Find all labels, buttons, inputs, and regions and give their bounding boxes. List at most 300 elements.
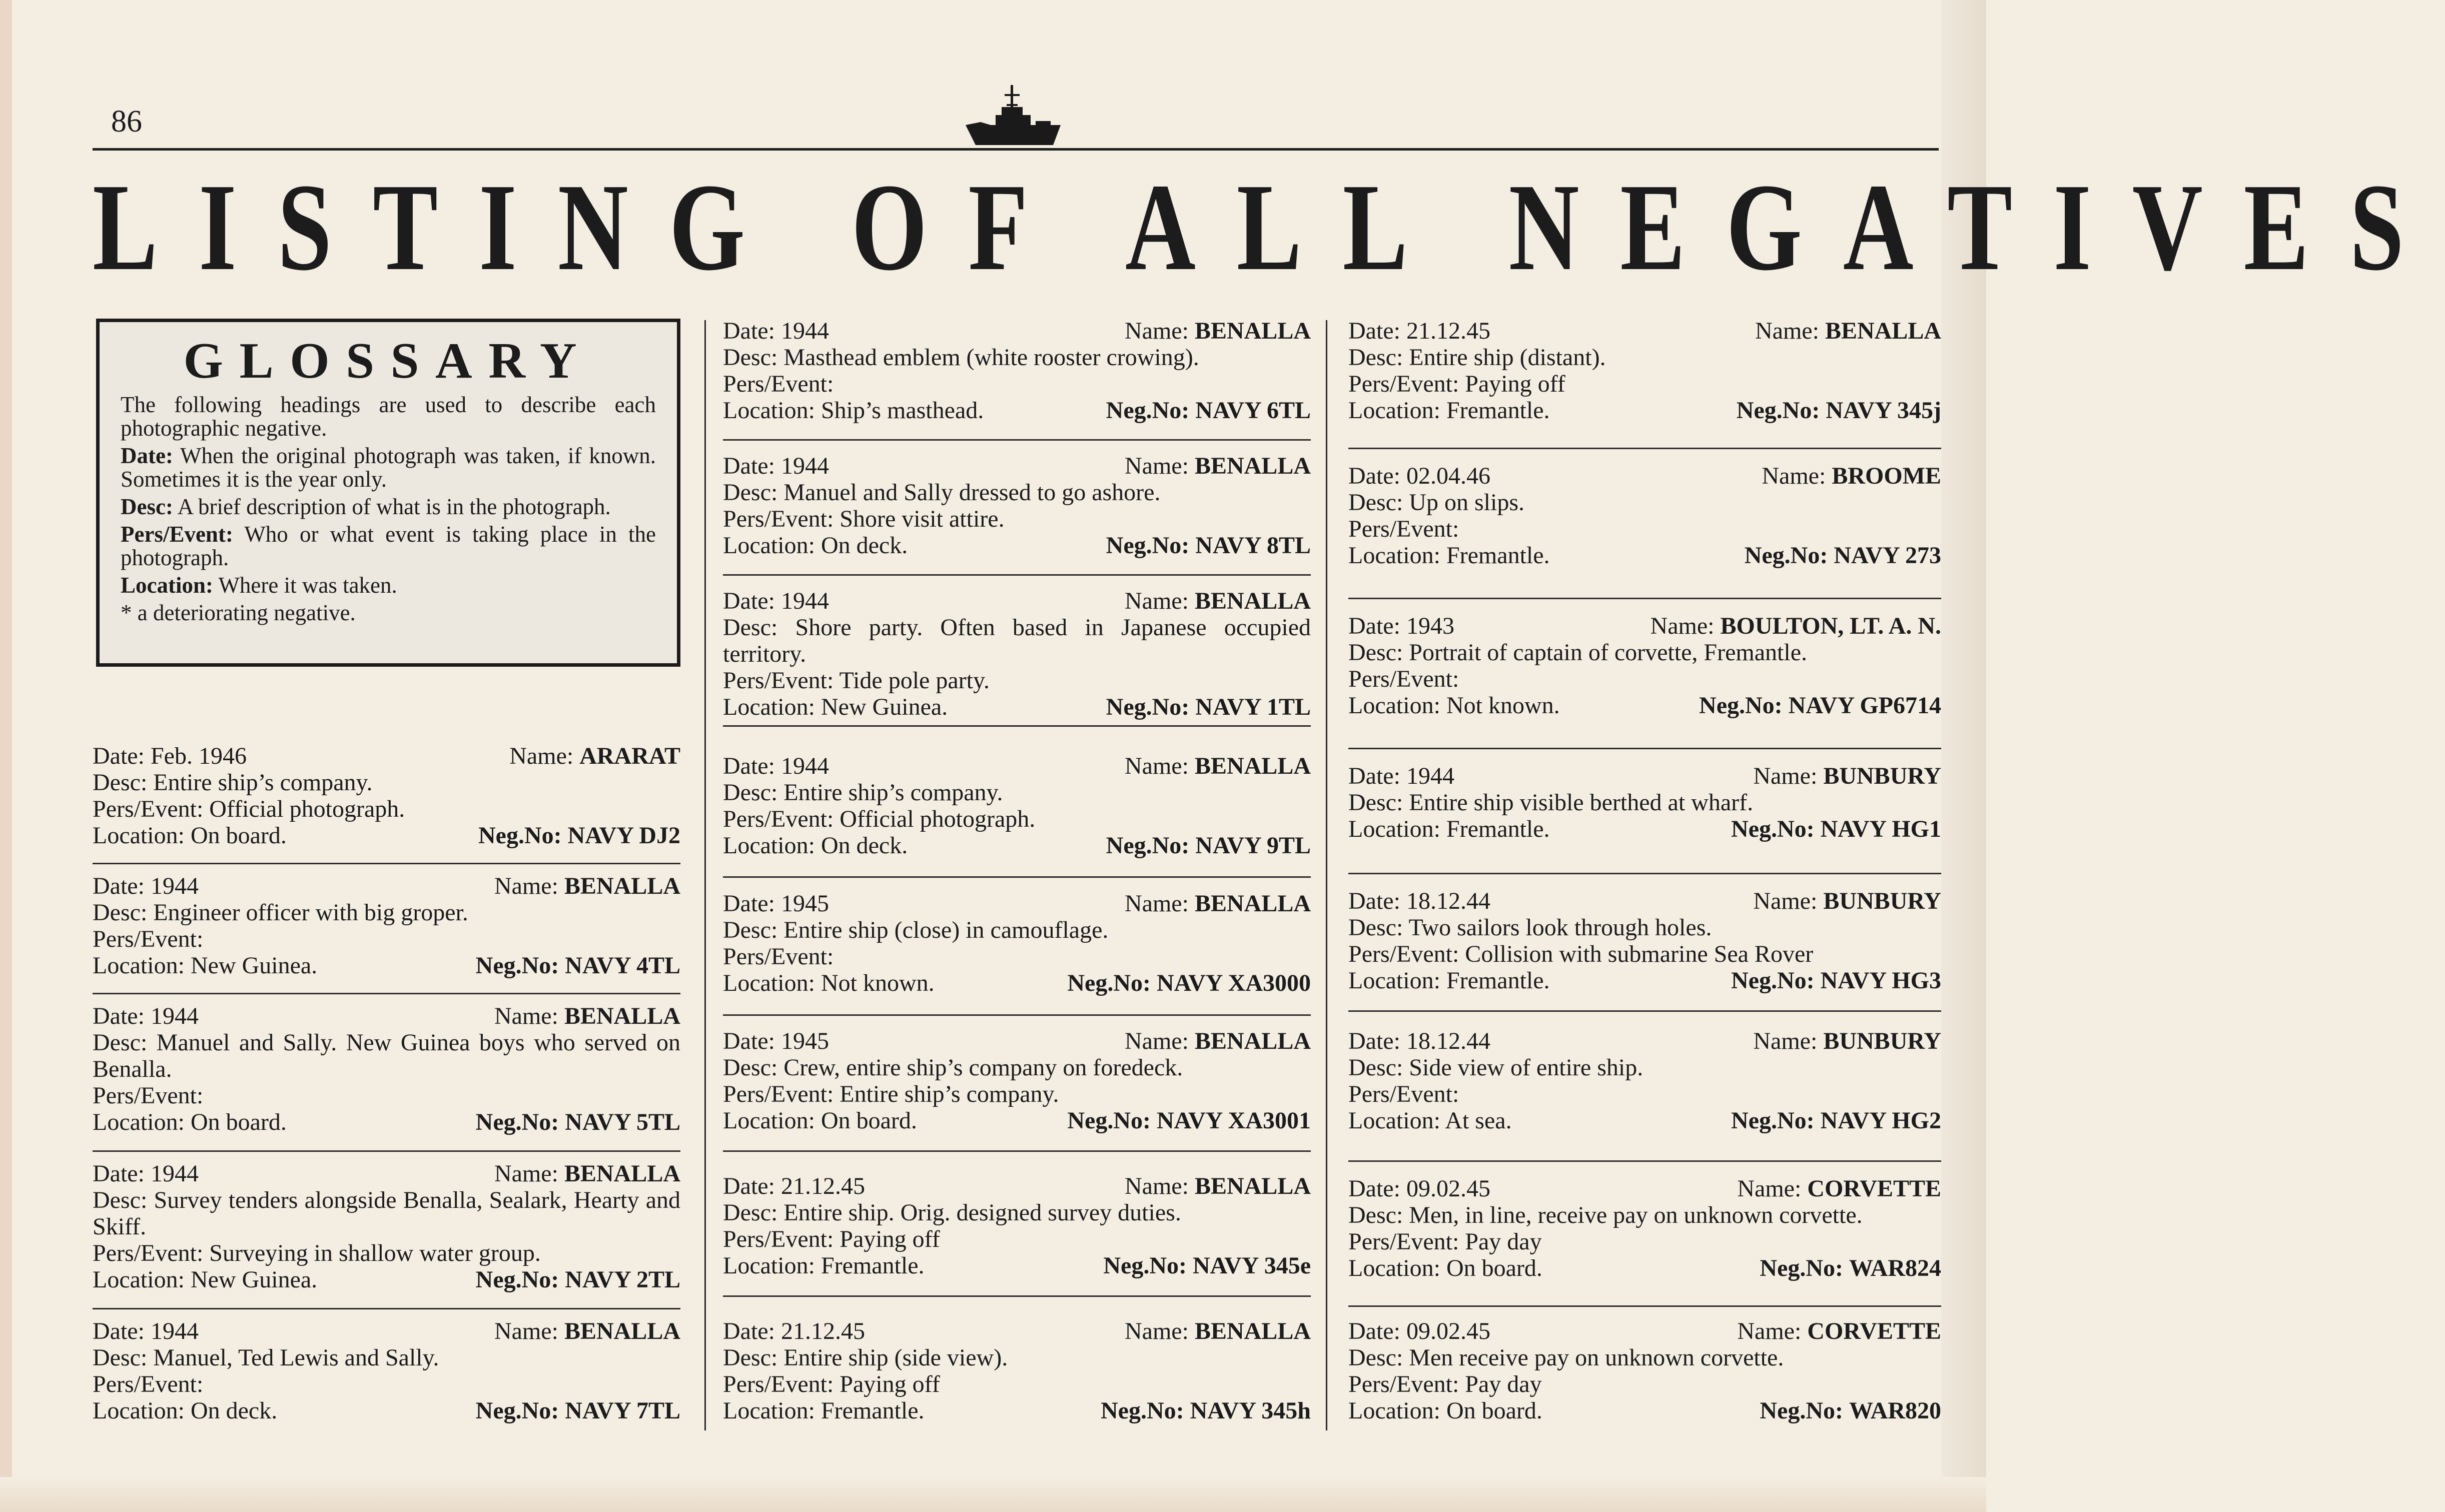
entry-date-row <box>1348 763 1941 789</box>
entry-date-value: 09.02.45 <box>1406 1318 1490 1344</box>
entry-neg <box>1067 1107 1311 1134</box>
entry-desc-value: Manuel, Ted Lewis and Sally. <box>153 1344 439 1371</box>
entry-desc <box>93 1344 680 1371</box>
entry-desc <box>1348 489 1941 516</box>
negative-entry <box>723 753 1311 859</box>
entry-pers-label: Pers/Event: <box>723 1081 834 1107</box>
entry-desc-value: Engineer officer with big groper. <box>153 899 468 926</box>
entry-desc-label: Desc: <box>723 1199 778 1226</box>
entry-desc <box>723 614 1311 667</box>
entry-separator <box>723 1014 1311 1016</box>
entry-location-value: On deck. <box>190 1397 278 1424</box>
entry-date-label: Date: <box>1348 1028 1400 1054</box>
entry-neg-label: Neg.No: <box>1731 1107 1815 1134</box>
glossary-term <box>121 523 656 570</box>
entry-location-value: Fremantle. <box>1446 816 1550 842</box>
entry-desc-value: Entire ship (side view). <box>783 1344 1008 1371</box>
entry-location-label: Location: <box>1348 542 1440 569</box>
entry-date-row <box>723 753 1311 779</box>
entry-name <box>1737 1175 1941 1202</box>
entry-date-label: Date: <box>1348 318 1400 344</box>
entry-date <box>93 1160 199 1187</box>
entry-separator <box>1348 1010 1941 1012</box>
entry-location-row <box>1348 816 1941 842</box>
entry-name <box>494 873 680 899</box>
entry-location-row <box>93 952 680 979</box>
entry-name <box>1125 318 1311 344</box>
entry-date-row <box>1348 1028 1941 1054</box>
entry-pers <box>723 943 1311 970</box>
entry-pers-value: Tide pole party. <box>839 667 990 694</box>
entry-date <box>93 1003 199 1029</box>
entry-pers-label: Pers/Event: <box>1348 666 1459 692</box>
entry-pers-label: Pers/Event: <box>723 806 834 832</box>
entry-location <box>1348 1397 1542 1424</box>
entry-date-label: Date: <box>723 1028 775 1054</box>
entry-desc-value: Entire ship (close) in camouflage. <box>783 917 1109 943</box>
entry-neg <box>1731 1107 1941 1134</box>
entry-location-value: Fremantle. <box>821 1252 925 1279</box>
entry-location <box>1348 1255 1542 1281</box>
entry-pers <box>93 796 680 822</box>
entry-date-row <box>1348 463 1941 489</box>
entry-neg-value: NAVY XA3001 <box>1156 1107 1311 1134</box>
entry-location <box>93 1109 287 1135</box>
entry-name-label: Name: <box>1737 1175 1802 1202</box>
entry-date-row <box>1348 613 1941 639</box>
entry-location-value: Ship’s masthead. <box>821 397 984 424</box>
glossary-term <box>121 495 656 519</box>
entry-neg-label: Neg.No: <box>475 1266 559 1293</box>
entry-name-value: BENALLA <box>1194 1028 1311 1054</box>
entry-location-label: Location: <box>1348 692 1440 719</box>
entry-desc-value: Masthead emblem (white rooster crowing). <box>783 344 1199 371</box>
entry-location-row <box>1348 967 1941 994</box>
entry-desc-label: Desc: <box>1348 344 1403 371</box>
negative-entry <box>93 1318 680 1424</box>
negative-entry <box>723 318 1311 424</box>
entry-name-label: Name: <box>1124 1318 1189 1344</box>
entry-name-label: Name: <box>1124 318 1189 344</box>
entry-date-label: Date: <box>1348 463 1400 489</box>
entry-location-value: On board. <box>1446 1397 1542 1424</box>
entry-desc <box>723 1199 1311 1226</box>
entry-location <box>1348 542 1550 569</box>
negative-entry <box>93 873 680 979</box>
entry-neg-value: WAR820 <box>1849 1397 1941 1424</box>
entry-pers-label: Pers/Event: <box>723 1371 834 1397</box>
entry-neg <box>1699 692 1941 719</box>
entry-date <box>93 743 247 769</box>
entry-date-row <box>723 318 1311 344</box>
entry-location <box>723 970 935 996</box>
entry-location <box>93 952 317 979</box>
entry-location <box>1348 1107 1512 1134</box>
entry-date <box>1348 318 1490 344</box>
entry-desc-label: Desc: <box>723 479 778 506</box>
entry-location <box>723 694 948 720</box>
entry-name-value: BENALLA <box>564 1318 680 1344</box>
entry-separator <box>1348 748 1941 749</box>
entry-name <box>1125 1173 1311 1199</box>
entry-desc-label: Desc: <box>723 779 778 806</box>
entry-date-value: Feb. 1946 <box>150 743 247 769</box>
entry-date <box>723 318 829 344</box>
entry-pers <box>93 926 680 952</box>
entry-date-value: 1944 <box>780 753 829 779</box>
entry-date <box>723 453 829 479</box>
entry-location-label: Location: <box>723 970 815 996</box>
entry-desc-label: Desc: <box>93 899 148 926</box>
negative-entry <box>1348 318 1941 424</box>
entry-desc-label: Desc: <box>1348 1202 1403 1228</box>
entry-neg <box>478 822 680 849</box>
entry-name-label: Name: <box>1753 1028 1818 1054</box>
entry-date <box>1348 1028 1490 1054</box>
entry-pers-label: Pers/Event: <box>1348 1081 1459 1107</box>
entry-name-value: BENALLA <box>1194 1173 1311 1199</box>
entry-desc <box>723 1344 1311 1371</box>
entry-date <box>1348 613 1454 639</box>
entry-location-row <box>93 1397 680 1424</box>
entry-date-label: Date: <box>1348 888 1400 914</box>
glossary-term-label: Date: <box>121 443 173 468</box>
glossary-term-label: Pers/Event: <box>121 522 233 547</box>
entry-name-value: CORVETTE <box>1807 1175 1941 1202</box>
entry-desc-label: Desc: <box>1348 914 1403 941</box>
entry-date <box>723 1318 865 1344</box>
entry-location-row <box>1348 397 1941 424</box>
entry-date-row <box>93 873 680 899</box>
entry-location-value: Not known. <box>821 970 935 996</box>
entry-neg <box>476 1266 680 1293</box>
entry-location-value: On deck. <box>821 832 908 859</box>
entry-desc-label: Desc: <box>723 344 778 371</box>
entry-name <box>1753 763 1941 789</box>
entry-location-value: Fremantle. <box>821 1397 925 1424</box>
entry-name-label: Name: <box>1753 888 1818 914</box>
entry-desc <box>1348 1202 1941 1228</box>
entry-desc <box>1348 1344 1941 1371</box>
entry-date-label: Date: <box>93 1318 145 1344</box>
entry-date-label: Date: <box>723 318 775 344</box>
entry-name <box>1125 890 1311 917</box>
entry-location-label: Location: <box>1348 1107 1440 1134</box>
entry-pers <box>723 506 1311 532</box>
entry-name-label: Name: <box>1124 1173 1189 1199</box>
entry-pers <box>1348 1228 1941 1255</box>
entry-separator <box>723 1295 1311 1297</box>
entry-location-label: Location: <box>93 822 185 849</box>
entry-pers <box>1348 516 1941 542</box>
entry-date-label: Date: <box>723 453 775 479</box>
entry-neg-label: Neg.No: <box>475 952 559 979</box>
entry-pers-label: Pers/Event: <box>1348 371 1459 397</box>
entry-date-label: Date: <box>93 1160 145 1187</box>
entry-name-value: BENALLA <box>1194 318 1311 344</box>
entry-separator <box>1348 1160 1941 1162</box>
entry-neg-value: NAVY 345e <box>1193 1252 1311 1279</box>
entry-location-row <box>723 832 1311 859</box>
entry-neg-label: Neg.No: <box>478 822 562 849</box>
entry-pers <box>93 1082 680 1109</box>
entry-name-label: Name: <box>1124 890 1189 917</box>
entry-desc <box>723 1054 1311 1081</box>
entry-date <box>723 890 829 917</box>
entry-location-label: Location: <box>93 1109 185 1135</box>
entry-desc-value: Men, in line, receive pay on unknown corvette. <box>1409 1202 1863 1228</box>
entry-location-label: Location: <box>1348 1397 1440 1424</box>
entry-name <box>1125 1028 1311 1054</box>
negative-entry <box>93 1160 680 1293</box>
entry-name-value: BUNBURY <box>1823 888 1941 914</box>
column-divider <box>704 320 706 1430</box>
entry-location-row <box>93 822 680 849</box>
entry-location-value: New Guinea. <box>190 1266 318 1293</box>
glossary-term-definition: When the original photograph was taken, if known. Sometimes it is the year only. <box>121 443 656 492</box>
entry-name <box>1762 463 1941 489</box>
entry-location <box>1348 692 1560 719</box>
entry-desc-value: Crew, entire ship’s company on foredeck. <box>783 1054 1183 1081</box>
entry-separator <box>723 574 1311 576</box>
entry-neg-value: NAVY HG3 <box>1820 967 1941 994</box>
entry-location <box>723 832 908 859</box>
entry-neg-label: Neg.No: <box>1067 970 1151 996</box>
glossary-note: * a deteriorating negative. <box>121 600 356 625</box>
entry-name-label: Name: <box>1124 588 1189 614</box>
entry-neg <box>1737 397 1941 424</box>
entry-date-label: Date: <box>93 873 145 899</box>
entry-neg <box>1760 1397 1941 1424</box>
entry-location <box>723 532 908 559</box>
entry-desc-value: Entire ship’s company. <box>783 779 1003 806</box>
entry-neg-label: Neg.No: <box>475 1109 559 1135</box>
entry-location-value: On deck. <box>821 532 908 559</box>
entry-date <box>1348 888 1490 914</box>
entry-name-value: BENALLA <box>564 873 680 899</box>
entry-separator <box>723 439 1311 441</box>
entry-neg-value: NAVY 2TL <box>565 1266 680 1293</box>
entry-name-label: Name: <box>1755 318 1819 344</box>
entry-neg-label: Neg.No: <box>1103 1252 1187 1279</box>
ship-icon <box>961 75 1066 150</box>
entry-separator <box>723 1150 1311 1152</box>
entry-neg <box>1731 816 1941 842</box>
negative-entry <box>1348 613 1941 719</box>
entry-date-label: Date: <box>723 1318 775 1344</box>
entry-name-value: BUNBURY <box>1823 1028 1941 1054</box>
entry-location-label: Location: <box>723 532 815 559</box>
entry-name-label: Name: <box>1124 1028 1189 1054</box>
entry-name-value: BENALLA <box>1825 318 1941 344</box>
entry-neg-value: NAVY 8TL <box>1195 532 1311 559</box>
entry-neg-label: Neg.No: <box>1736 397 1820 424</box>
entry-neg-label: Neg.No: <box>1106 832 1190 859</box>
entry-name-value: BUNBURY <box>1823 763 1941 789</box>
entry-location-value: Fremantle. <box>1446 967 1550 994</box>
entry-name <box>1651 613 1941 639</box>
negative-entry <box>723 453 1311 559</box>
entry-pers-value: Surveying in shallow water group. <box>209 1240 541 1266</box>
glossary-term-label: Desc: <box>121 494 173 519</box>
entry-neg <box>1106 532 1311 559</box>
entry-location-value: Not known. <box>1446 692 1560 719</box>
negative-entry <box>1348 763 1941 842</box>
entry-pers-label: Pers/Event: <box>93 1371 204 1397</box>
entry-name-label: Name: <box>494 1318 558 1344</box>
entry-location-label: Location: <box>723 1397 815 1424</box>
entry-location-value: Fremantle. <box>1446 397 1550 424</box>
entry-neg-value: WAR824 <box>1849 1255 1941 1281</box>
entry-date-value: 09.02.45 <box>1406 1175 1490 1202</box>
entry-name-value: BENALLA <box>1194 1318 1311 1344</box>
entry-location-value: On board. <box>1446 1255 1542 1281</box>
entry-pers-value: Pay day <box>1465 1371 1542 1397</box>
entry-pers-label: Pers/Event: <box>93 796 204 822</box>
entry-location-label: Location: <box>1348 1255 1440 1281</box>
negative-entry <box>723 588 1311 720</box>
entry-name-value: BROOME <box>1832 463 1941 489</box>
entry-date-row <box>93 1003 680 1029</box>
entry-location-value: On board. <box>190 822 287 849</box>
entry-pers-value: Pay day <box>1465 1228 1542 1255</box>
negative-entry <box>93 1003 680 1135</box>
entry-location-row <box>1348 1107 1941 1134</box>
entry-desc-label: Desc: <box>1348 489 1403 516</box>
page-title-text: LISTING OF ALL NEGATIVES <box>93 158 2445 297</box>
entry-pers-label: Pers/Event: <box>1348 1371 1459 1397</box>
entry-desc-value: Side view of entire ship. <box>1409 1054 1644 1081</box>
entry-neg-label: Neg.No: <box>475 1397 559 1424</box>
page-title <box>93 158 2445 297</box>
entry-name-value: CORVETTE <box>1807 1318 1941 1344</box>
entry-neg-label: Neg.No: <box>1106 532 1190 559</box>
entry-name <box>509 743 680 769</box>
entry-location-label: Location: <box>1348 397 1440 424</box>
entry-location <box>723 1107 917 1134</box>
entry-pers-label: Pers/Event: <box>93 1240 204 1266</box>
entry-neg-label: Neg.No: <box>1100 1397 1184 1424</box>
glossary-intro: The following headings are used to describe each photographic negative. <box>121 392 656 441</box>
entry-location-label: Location: <box>723 1252 815 1279</box>
entry-pers-label: Pers/Event: <box>93 926 204 952</box>
entry-neg-value: NAVY 7TL <box>565 1397 680 1424</box>
entry-desc-label: Desc: <box>723 1344 778 1371</box>
negative-entry <box>1348 1028 1941 1134</box>
entry-neg-value: NAVY 273 <box>1834 542 1941 569</box>
glossary-term-definition: Where it was taken. <box>218 573 397 598</box>
entry-desc-value: Men receive pay on unknown corvette. <box>1409 1344 1784 1371</box>
entry-desc-label: Desc: <box>93 1029 148 1056</box>
entry-neg <box>1106 832 1311 859</box>
entry-pers-label: Pers/Event: <box>723 943 834 970</box>
entry-desc-label: Desc: <box>723 1054 778 1081</box>
entry-neg-label: Neg.No: <box>1731 967 1815 994</box>
entry-location-row <box>1348 1255 1941 1281</box>
entry-date-row <box>1348 888 1941 914</box>
entry-desc <box>1348 914 1941 941</box>
entry-pers <box>723 1081 1311 1107</box>
entry-pers-label: Pers/Event: <box>723 371 834 397</box>
entry-name-value: BENALLA <box>1194 453 1311 479</box>
entry-date-row <box>723 588 1311 614</box>
entry-name-value: BOULTON, LT. A. N. <box>1720 613 1941 639</box>
entry-pers-value: Paying off <box>840 1226 940 1252</box>
entry-name-label: Name: <box>494 1003 558 1029</box>
entry-date-value: 21.12.45 <box>1406 318 1490 344</box>
entry-separator <box>1348 598 1941 599</box>
entry-name-label: Name: <box>1762 463 1826 489</box>
entry-neg-value: NAVY GP6714 <box>1788 692 1941 719</box>
entry-name-value: BENALLA <box>1194 890 1311 917</box>
glossary-term <box>121 444 656 491</box>
entry-location <box>1348 967 1550 994</box>
entry-name-label: Name: <box>509 743 574 769</box>
entry-location-row <box>723 1397 1311 1424</box>
glossary-term-definition: Who or what event is taking place in the photograph. <box>121 522 656 570</box>
entry-neg-value: NAVY HG1 <box>1820 816 1941 842</box>
entry-name-value: BENALLA <box>564 1003 680 1029</box>
entry-desc <box>1348 789 1941 816</box>
entry-location-label: Location: <box>723 694 815 720</box>
entry-location <box>1348 816 1550 842</box>
entry-date-label: Date: <box>1348 613 1400 639</box>
entry-desc <box>723 344 1311 371</box>
entry-desc-value: Manuel and Sally dressed to go ashore. <box>783 479 1161 506</box>
entry-location <box>723 397 984 424</box>
entry-date-row <box>93 1318 680 1344</box>
entry-location <box>723 1397 925 1424</box>
entry-desc-value: Two sailors look through holes. <box>1408 914 1712 941</box>
entry-location-row <box>93 1266 680 1293</box>
entry-neg <box>476 1109 680 1135</box>
entry-date-value: 1944 <box>150 1003 199 1029</box>
entry-date-row <box>723 890 1311 917</box>
page-number: 86 <box>111 105 142 139</box>
entry-location <box>93 1266 317 1293</box>
entry-date-label: Date: <box>1348 1318 1400 1344</box>
entry-pers-label: Pers/Event: <box>1348 941 1459 967</box>
entry-neg-label: Neg.No: <box>1067 1107 1151 1134</box>
glossary-heading: GLOSSARY <box>183 333 593 389</box>
entry-separator <box>93 1308 680 1309</box>
entry-date-value: 1945 <box>780 890 829 917</box>
entry-location-row <box>723 397 1311 424</box>
entry-neg-value: NAVY 6TL <box>1195 397 1311 424</box>
entry-date-value: 18.12.44 <box>1406 1028 1490 1054</box>
entry-desc <box>93 899 680 926</box>
entry-desc-label: Desc: <box>93 769 148 796</box>
negative-entry <box>1348 1175 1941 1281</box>
entry-location-label: Location: <box>723 397 815 424</box>
entry-location-row <box>723 1252 1311 1279</box>
entry-desc-value: Entire ship’s company. <box>153 769 373 796</box>
entry-date-value: 1944 <box>780 588 829 614</box>
entry-desc <box>723 779 1311 806</box>
entry-pers-value: Paying off <box>1465 371 1565 397</box>
entry-neg-label: Neg.No: <box>1760 1255 1843 1281</box>
entry-name <box>1125 753 1311 779</box>
entry-name-label: Name: <box>1124 453 1189 479</box>
entry-date-label: Date: <box>93 743 145 769</box>
entry-location-row <box>1348 1397 1941 1424</box>
entry-separator <box>93 1150 680 1152</box>
entry-pers-label: Pers/Event: <box>723 1226 834 1252</box>
entry-desc-value: Entire ship. Orig. designed survey duties. <box>783 1199 1181 1226</box>
entry-pers <box>93 1240 680 1266</box>
entry-date-value: 1945 <box>780 1028 829 1054</box>
entry-neg-label: Neg.No: <box>1106 694 1190 720</box>
